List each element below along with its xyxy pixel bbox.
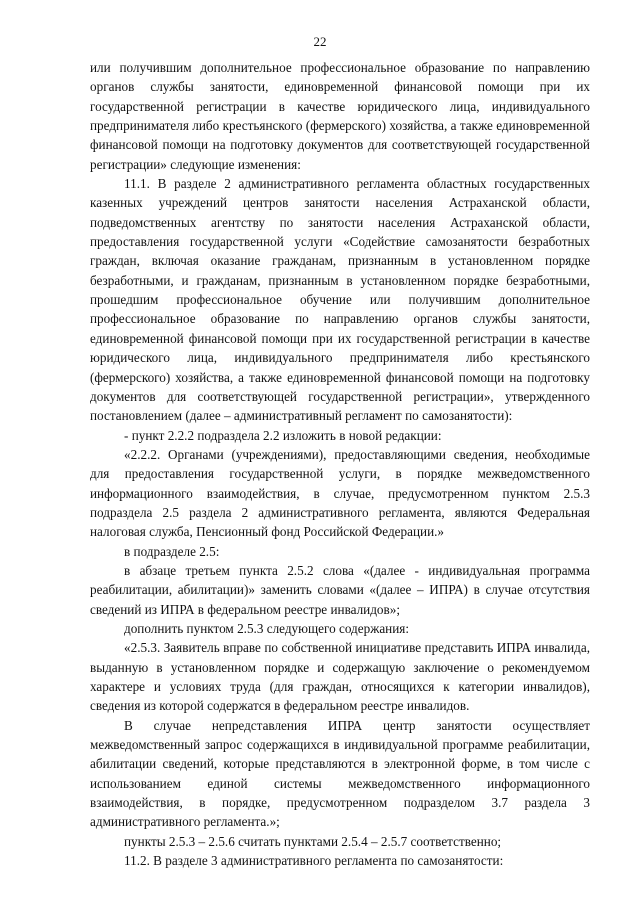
page-number: 22 [313,34,327,49]
paragraph-quote-2-5-3: «2.5.3. Заявитель вправе по собственной инициативе представить ИПРА инвалида, выданную в установленном порядке и содержащую заключение о рекомендуемом характере и условиях труда (для граждан, относящихся к категории инвалидов), сведения из которой содержатся в федеральном реестре инвалидов. [90,640,590,714]
paragraph-11-1: 11.1. В разделе 2 административного регламента областных государственных казенных учреждений центров занятости населения Астраханской области, подведомственных агентству по занятости населения Астраханской области, предоставления государственной услуги «Содействие самозанятости безработных граждан, включая оказание гражданам, признанным в установленном порядке безработными, и гражданам, признанным в установленном порядке безработными, прошедшим профессиональное обучение или получившим дополнительное профессиональное образование по направлению органов службы занятости, единовременной финансовой помощи при их государственной регистрации в качестве юридического лица, индивидуального предпринимателя либо крестьянского (фермерского) хозяйства, а также единовременной финансовой помощи на подготовку документов для соответствующей государственной регистрации», утвержденного постановлением (далее – административный регламент по самозанятости): [90,176,590,424]
paragraph-intro: или получившим дополнительное профессиональное образование по направлению органов службы занятости, единовременной финансовой помощи при их государственной регистрации в качестве юридического лица, индивидуального предпринимателя либо крестьянского (фермерского) хозяйства, а также единовременной финансовой помощи на подготовку документов для соответствующей государственной регистрации» следующие изменения: [90,60,590,172]
paragraph-add-item: дополнить пунктом 2.5.3 следующего содержания: [124,620,410,636]
paragraph-11-2: 11.2. В разделе 3 административного регламента по самозанятости: [124,853,504,869]
document-body [90,58,590,870]
paragraph-replace-words: в абзаце третьем пункта 2.5.2 слова «(далее - индивидуальная программа реабилитации, абилитации)» заменить словами «(далее – ИПРА) в случае отсутствия сведений из ИПРА в федеральном реестре инвалидов»; [90,562,590,617]
paragraph-subsection-2-5: в подразделе 2.5: [124,543,220,559]
paragraph-item-2-2-2: - пункт 2.2.2 подраздела 2.2 изложить в новой редакции: [124,427,442,443]
paragraph-renumber: пункты 2.5.3 – 2.5.6 считать пунктами 2.5.4 – 2.5.7 соответственно; [124,833,502,849]
paragraph-ipra-request: В случае непредставления ИПРА центр занятости осуществляет межведомственный запрос содержащихся в индивидуальной программе реабилитации, абилитации сведений, которые представляются в электронной форме, в том числе с использованием единой системы межведомственного информационного взаимодействия, в порядке, предусмотренном подразделом 3.7 раздела 3 административного регламента.»; [90,717,590,830]
paragraph-quote-2-2-2: «2.2.2. Органами (учреждениями), предоставляющими сведения, необходимые для предоставления государственной услуги, в порядке межведомственного информационного взаимодействия, в случае, предусмотренном пунктом 2.5.3 подраздела 2.5 раздела 2 административного регламента, являются Федеральная налоговая служба, Пенсионный фонд Российской Федерации.» [90,446,590,540]
